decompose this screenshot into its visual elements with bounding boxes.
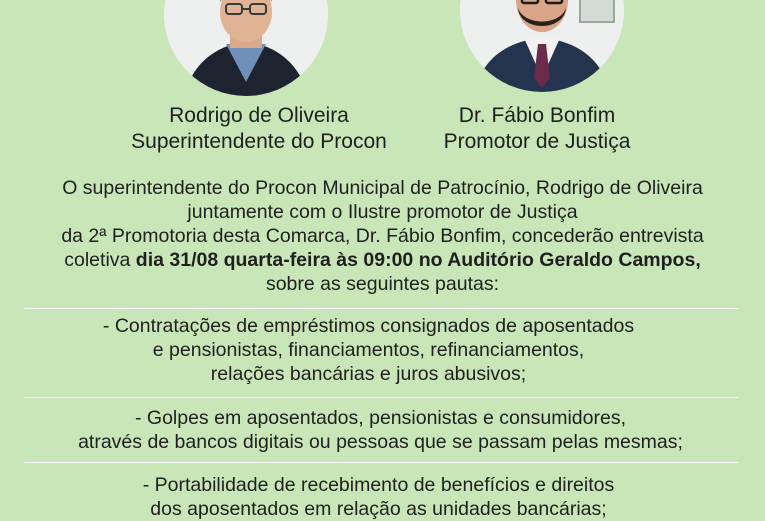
agenda-line: - Portabilidade de recebimento de benefícios e direitos: [142, 474, 615, 496]
intro-line: [0, 248, 765, 272]
speaker-photo-rodrigo: [164, 0, 328, 96]
divider: [24, 397, 738, 398]
event-details: dia 31/08 quarta-feira às 09:00 no Auditório Geraldo Campos,: [135, 249, 701, 271]
intro-line: sobre as seguintes pautas:: [265, 273, 500, 295]
agenda-item: [0, 406, 763, 454]
announcement-paragraph: [0, 176, 765, 296]
portrait-image: [164, 0, 328, 96]
intro-line-prefix: coletiva: [64, 249, 136, 271]
speaker-name: Dr. Fábio Bonfim: [458, 104, 616, 127]
agenda-line: - Golpes em aposentados, pensionistas e consumidores,: [134, 407, 627, 429]
divider: [24, 462, 738, 463]
speaker-role: Superintendente do Procon: [131, 130, 387, 153]
agenda-item: [0, 473, 761, 521]
portrait-image: [460, 0, 624, 92]
divider: [24, 308, 738, 309]
agenda-line: e pensionistas, financiamentos, refinanciamentos,: [152, 339, 585, 361]
speaker-photo-fabio: [460, 0, 624, 92]
speaker-role: Promotor de Justiça: [443, 130, 631, 153]
intro-line: O superintendente do Procon Municipal de Patrocínio, Rodrigo de Oliveira: [62, 177, 703, 199]
agenda-line: dos aposentados em relação as unidades bancárias;: [150, 498, 607, 520]
agenda-line: relações bancárias e juros abusivos;: [210, 363, 527, 385]
agenda-line: - Contratações de empréstimos consignados de aposentados: [102, 315, 635, 337]
intro-line: da 2ª Promotoria desta Comarca, Dr. Fábio Bonfim, concederão entrevista: [61, 225, 704, 247]
agenda-line: através de bancos digitais ou pessoas que se passam pelas mesmas;: [78, 431, 683, 453]
speaker-caption-right: [432, 103, 642, 155]
speaker-caption-left: [104, 103, 414, 155]
intro-line: juntamente com o Ilustre promotor de Justiça: [187, 201, 578, 223]
speaker-name: Rodrigo de Oliveira: [169, 104, 349, 127]
agenda-item: [0, 314, 751, 386]
